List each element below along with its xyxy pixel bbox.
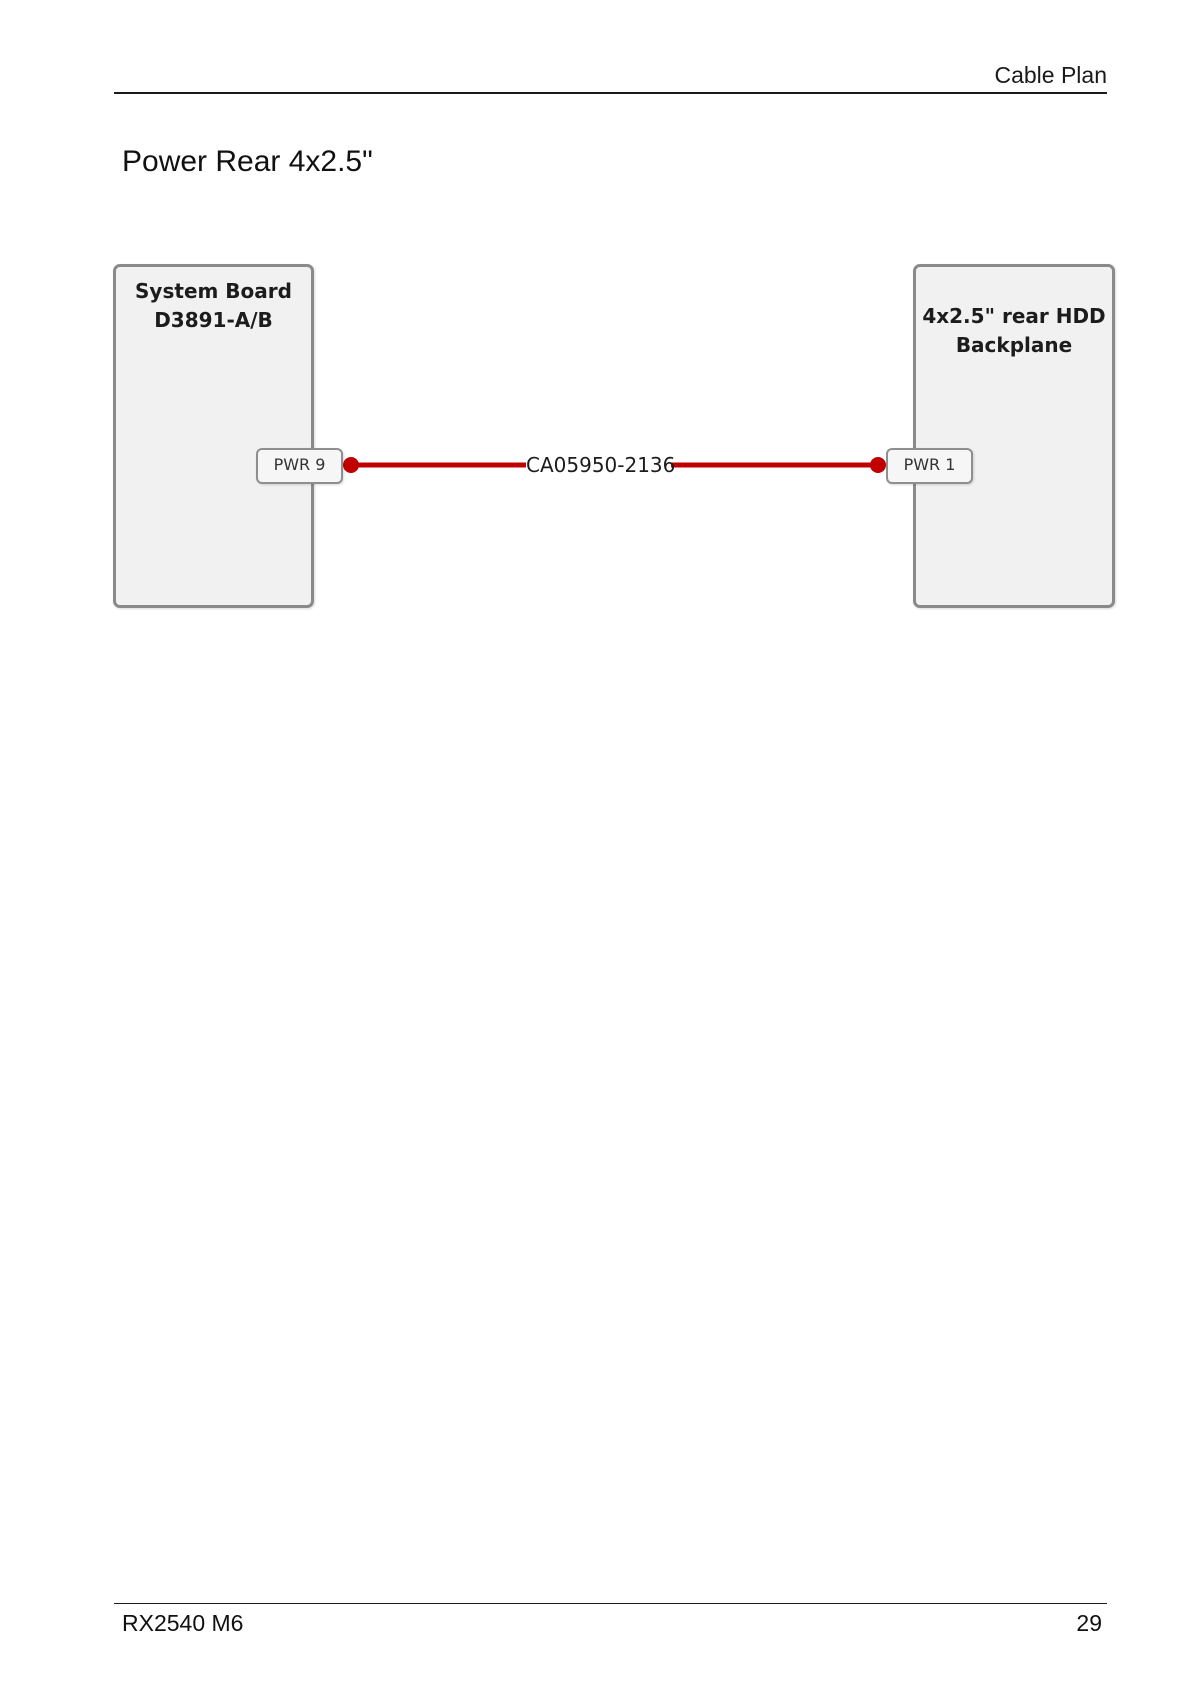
- section-title: Cable Plan: [994, 62, 1107, 88]
- footer-page-number: 29: [1076, 1610, 1102, 1636]
- cable-part-number: CA05950-2136: [526, 453, 676, 477]
- connector-pwr9: PWR 9: [256, 448, 343, 484]
- footer-model: RX2540 M6: [122, 1610, 244, 1636]
- system-board-model: D3891-A/B: [154, 308, 273, 332]
- cable-endpoint-source: [343, 457, 359, 473]
- connector-pwr1: PWR 1: [886, 448, 973, 484]
- hdd-backplane-type: Backplane: [955, 333, 1073, 357]
- cable-endpoint-target: [870, 457, 886, 473]
- hdd-backplane-name: 4x2.5" rear HDD: [922, 304, 1106, 328]
- system-board-name: System Board: [135, 279, 292, 303]
- footer-rule: [114, 1603, 1107, 1604]
- page-heading: Power Rear 4x2.5": [122, 145, 373, 178]
